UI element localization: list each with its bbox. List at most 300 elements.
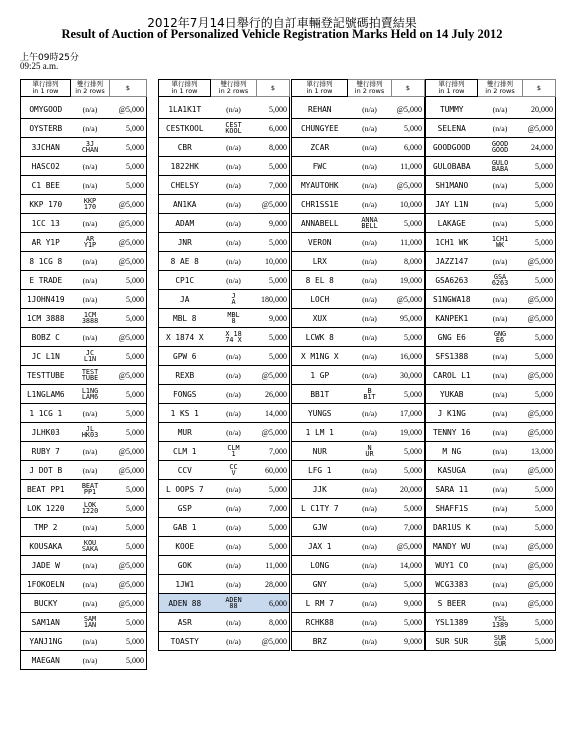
plate-single-row: LONG [292,556,348,575]
plate-double-row: MBL 8 [211,309,257,328]
plate-double-row: (n/a) [478,385,523,404]
table-row [426,556,556,575]
price: @5,000 [523,461,556,480]
table-row [21,499,147,518]
table-row [159,442,290,461]
column-header-double-row: 雙行排列 in 2 rows [348,80,392,97]
table-row [21,214,147,233]
plate-single-row: 1CH1 WK [426,233,478,252]
price: @5,000 [110,100,147,119]
plate-double-row: JL HK03 [71,423,110,442]
plate-single-row: BB1T [292,385,348,404]
table-row [21,347,147,366]
plate-single-row: BEAT PP1 [21,480,71,499]
table-row [21,442,147,461]
plate-double-row: (n/a) [71,518,110,537]
plate-single-row: 1JW1 [159,575,211,594]
table-row [159,157,290,176]
table-row [159,233,290,252]
table-row [159,385,290,404]
price: 6,000 [392,138,425,157]
plate-single-row: 1FOKOELN [21,575,71,594]
plate-single-row: 1822HK [159,157,211,176]
price: @5,000 [110,366,147,385]
page-title-english: Result of Auction of Personalized Vehicle Registration Marks Held on 14 July 2012 [61,27,503,41]
plate-single-row: L OOPS 7 [159,480,211,499]
table-row [292,252,425,271]
table-row [292,328,425,347]
plate-single-row: GSA6263 [426,271,478,290]
price: @5,000 [110,556,147,575]
table-row [21,233,147,252]
plate-single-row: YANJ1NG [21,632,71,651]
plate-single-row: JAX 1 [292,537,348,556]
price: 5,000 [392,613,425,632]
plate-double-row: (n/a) [71,214,110,233]
plate-double-row: (n/a) [348,537,392,556]
table-row [292,290,425,309]
plate-single-row: KASUGA [426,461,478,480]
plate-single-row: GOK [159,556,211,575]
price: 5,000 [523,499,556,518]
price: 26,000 [257,385,290,404]
plate-double-row: (n/a) [211,423,257,442]
price: @5,000 [523,290,556,309]
plate-single-row: 1 KS 1 [159,404,211,423]
table-row [159,499,290,518]
table-row [159,347,290,366]
plate-double-row: (n/a) [348,271,392,290]
price: 17,000 [392,404,425,423]
table-row [426,442,556,461]
plate-single-row: CESTKOOL [159,119,211,138]
plate-double-row: 3J CHAN [71,138,110,157]
plate-single-row: RUBY 7 [21,442,71,461]
plate-single-row: X M1NG X [292,347,348,366]
table-row [426,328,556,347]
price: 5,000 [110,385,147,404]
table-row [21,385,147,404]
plate-double-row: ADEN 88 [211,594,257,613]
table-row [292,157,425,176]
plate-double-row: J A [211,290,257,309]
plate-double-row: (n/a) [211,347,257,366]
table-row [159,328,290,347]
table-row [21,271,147,290]
price: 7,000 [392,518,425,537]
table-row [292,556,425,575]
price: @5,000 [523,556,556,575]
plate-double-row: (n/a) [348,366,392,385]
table-row [159,594,290,613]
price: @5,000 [110,214,147,233]
plate-single-row: JADE W [21,556,71,575]
plate-single-row: YUNGS [292,404,348,423]
table-row [292,499,425,518]
plate-double-row: (n/a) [211,366,257,385]
plate-single-row: MYAUTOHK [292,176,348,195]
plate-single-row: HASCO2 [21,157,71,176]
table-row [426,214,556,233]
price: 5,000 [110,138,147,157]
plate-single-row: BRZ [292,632,348,651]
table-row [426,575,556,594]
price: 5,000 [523,347,556,366]
plate-single-row: S1NGWA18 [426,290,478,309]
price: 5,000 [110,271,147,290]
table-row [21,404,147,423]
plate-single-row: AR Y1P [21,233,71,252]
plate-single-row: VERON [292,233,348,252]
table-row [292,119,425,138]
plate-single-row: SHAFF1S [426,499,478,518]
table-row [292,195,425,214]
column-header-double-row: 雙行排列 in 2 rows [71,80,110,97]
plate-double-row: (n/a) [348,347,392,366]
plate-double-row: (n/a) [478,347,523,366]
plate-single-row: TUMMY [426,100,478,119]
price: @5,000 [523,119,556,138]
plate-double-row: (n/a) [211,385,257,404]
table-row [21,290,147,309]
plate-single-row: ADEN 88 [159,594,211,613]
table-row [426,385,556,404]
table-row [159,366,290,385]
plate-double-row: (n/a) [348,119,392,138]
plate-double-row: CC V [211,461,257,480]
price: @5,000 [523,537,556,556]
plate-double-row: (n/a) [348,252,392,271]
table-row [21,575,147,594]
plate-double-row: (n/a) [71,404,110,423]
table-row [159,290,290,309]
table-row [159,138,290,157]
price: 19,000 [392,423,425,442]
plate-single-row: L C1TY 7 [292,499,348,518]
plate-double-row: X 18 74 X [211,328,257,347]
table-row [426,290,556,309]
plate-double-row: (n/a) [71,556,110,575]
table-row [159,613,290,632]
plate-single-row: ASR [159,613,211,632]
table-row [292,575,425,594]
price: 5,000 [257,157,290,176]
table-row [426,195,556,214]
table-row [21,309,147,328]
table-row [159,195,290,214]
plate-single-row: NUR [292,442,348,461]
price: 5,000 [523,613,556,632]
table-row [426,594,556,613]
plate-double-row: GNG E6 [478,328,523,347]
plate-double-row: (n/a) [348,195,392,214]
results-table-1 [20,79,147,670]
price: 5,000 [392,575,425,594]
plate-single-row: MBL 8 [159,309,211,328]
plate-single-row: SAM1AN [21,613,71,632]
price: @5,000 [392,537,425,556]
plate-double-row: (n/a) [478,252,523,271]
plate-single-row: FONGS [159,385,211,404]
table-row [21,252,147,271]
table-row [159,537,290,556]
table-row [292,214,425,233]
price: 7,000 [257,499,290,518]
table-row [159,271,290,290]
plate-double-row: (n/a) [478,461,523,480]
plate-single-row: MANDY WU [426,537,478,556]
price: 5,000 [523,157,556,176]
plate-single-row: 8 EL 8 [292,271,348,290]
plate-single-row: LFG 1 [292,461,348,480]
price: 60,000 [257,461,290,480]
column-header-single-row: 單行排列 in 1 row [21,80,71,97]
table-row [21,328,147,347]
plate-single-row: 1CC 13 [21,214,71,233]
price: 5,000 [523,385,556,404]
plate-double-row: CEST KOOL [211,119,257,138]
price: 20,000 [523,100,556,119]
table-row [426,423,556,442]
table-row [292,461,425,480]
price: 5,000 [257,518,290,537]
plate-double-row: (n/a) [478,537,523,556]
column-header-single-row: 單行排列 in 1 row [292,80,348,97]
plate-single-row: LOK 1220 [21,499,71,518]
price: 5,000 [257,328,290,347]
plate-double-row: L1NG LAM6 [71,385,110,404]
column-header-double-row: 雙行排列 in 2 rows [211,80,257,97]
plate-double-row: (n/a) [71,119,110,138]
price: 9,000 [257,214,290,233]
plate-double-row: (n/a) [348,100,392,119]
table-row [426,119,556,138]
price: 5,000 [257,537,290,556]
table-row [21,632,147,651]
plate-double-row: (n/a) [71,252,110,271]
table-row [292,404,425,423]
price: @5,000 [523,594,556,613]
plate-single-row: REHAN [292,100,348,119]
plate-double-row: (n/a) [478,366,523,385]
plate-double-row: (n/a) [348,404,392,423]
plate-single-row: OMYGOOD [21,100,71,119]
plate-double-row: (n/a) [348,632,392,651]
price: 5,000 [392,461,425,480]
plate-double-row: (n/a) [478,195,523,214]
price: @5,000 [257,366,290,385]
plate-double-row: B B1T [348,385,392,404]
plate-double-row: (n/a) [211,613,257,632]
plate-double-row: KOU SAKA [71,537,110,556]
plate-single-row: J K1NG [426,404,478,423]
plate-single-row: CHELSY [159,176,211,195]
table-row [292,613,425,632]
price: 5,000 [523,195,556,214]
plate-single-row: GULOBABA [426,157,478,176]
price: @5,000 [523,309,556,328]
price: 24,000 [523,138,556,157]
plate-double-row: TEST TUBE [71,366,110,385]
table-row [292,176,425,195]
plate-single-row: WUY1 CO [426,556,478,575]
table-row [159,461,290,480]
plate-double-row: (n/a) [478,290,523,309]
price: 19,000 [392,271,425,290]
plate-double-row: (n/a) [71,328,110,347]
plate-single-row: CCV [159,461,211,480]
plate-single-row: 1JOHN419 [21,290,71,309]
price: 11,000 [392,157,425,176]
plate-double-row: (n/a) [478,499,523,518]
table-row [159,423,290,442]
price: 5,000 [110,119,147,138]
plate-double-row: 1CH1 WK [478,233,523,252]
plate-single-row: 1 GP [292,366,348,385]
plate-double-row: (n/a) [348,461,392,480]
plate-double-row: (n/a) [211,252,257,271]
table-row [426,233,556,252]
plate-single-row: 1 LM 1 [292,423,348,442]
price: 180,000 [257,290,290,309]
plate-single-row: GNG E6 [426,328,478,347]
plate-double-row: SUR SUR [478,632,523,651]
plate-single-row: TMP 2 [21,518,71,537]
plate-single-row: FWC [292,157,348,176]
plate-single-row: CAROL L1 [426,366,478,385]
table-row [159,404,290,423]
plate-single-row: ADAM [159,214,211,233]
price: 11,000 [392,233,425,252]
plate-double-row: (n/a) [348,594,392,613]
plate-single-row: LAKAGE [426,214,478,233]
table-row [159,100,290,119]
price: 5,000 [523,271,556,290]
plate-single-row: KOOE [159,537,211,556]
plate-single-row: 1LA1K1T [159,100,211,119]
column-header-price: $ [257,80,290,97]
plate-double-row: (n/a) [348,138,392,157]
price: 9,000 [392,594,425,613]
price: 5,000 [110,499,147,518]
plate-single-row: E TRADE [21,271,71,290]
table-row [292,594,425,613]
table-row [21,176,147,195]
price: @5,000 [110,233,147,252]
plate-single-row: WCG3383 [426,575,478,594]
price: 9,000 [392,632,425,651]
table-row [159,632,290,651]
page-title-chinese: 2012年7月14日舉行的自訂車輛登記號碼拍賣結果 [147,16,417,30]
price: 5,000 [523,632,556,651]
plate-double-row: ANNA BELL [348,214,392,233]
price: 5,000 [392,442,425,461]
table-row [426,176,556,195]
plate-single-row: M NG [426,442,478,461]
plate-single-row: BUCKY [21,594,71,613]
plate-double-row: (n/a) [211,138,257,157]
plate-single-row: CBR [159,138,211,157]
table-row [159,252,290,271]
plate-double-row: (n/a) [71,176,110,195]
price: @5,000 [523,404,556,423]
plate-single-row: RCHK88 [292,613,348,632]
plate-double-row: (n/a) [478,214,523,233]
price: 20,000 [392,480,425,499]
column-header-price: $ [110,80,147,97]
plate-single-row: TESTTUBE [21,366,71,385]
table-row [426,157,556,176]
table-row [426,366,556,385]
plate-single-row: GAB 1 [159,518,211,537]
table-row [21,556,147,575]
price: @5,000 [257,195,290,214]
table-row [292,385,425,404]
plate-single-row: AN1KA [159,195,211,214]
price: @5,000 [523,252,556,271]
table-row [21,119,147,138]
plate-double-row: (n/a) [71,290,110,309]
price: 5,000 [257,233,290,252]
price: 5,000 [110,423,147,442]
price: 5,000 [392,385,425,404]
price: 5,000 [110,157,147,176]
table-row [292,366,425,385]
price: 13,000 [523,442,556,461]
plate-double-row: GOOD GOOD [478,138,523,157]
table-row [426,518,556,537]
price: 5,000 [110,404,147,423]
plate-single-row: JNR [159,233,211,252]
plate-double-row: YSL 1389 [478,613,523,632]
plate-single-row: L RM 7 [292,594,348,613]
plate-double-row: (n/a) [71,100,110,119]
plate-single-row: JAY L1N [426,195,478,214]
column-header-double-row: 雙行排列 in 2 rows [478,80,523,97]
table-row [159,214,290,233]
table-row [292,233,425,252]
plate-double-row: CLM 1 [211,442,257,461]
table-row [21,461,147,480]
plate-single-row: CHR1SS1E [292,195,348,214]
table-row [21,138,147,157]
table-row [426,138,556,157]
table-row [292,632,425,651]
plate-single-row: C1 BEE [21,176,71,195]
plate-single-row: YUKAB [426,385,478,404]
price: @5,000 [392,290,425,309]
price: 7,000 [257,176,290,195]
plate-single-row: CHUNGYEE [292,119,348,138]
plate-double-row: (n/a) [348,290,392,309]
results-table-3 [291,79,425,651]
plate-double-row: (n/a) [348,157,392,176]
plate-double-row: (n/a) [348,176,392,195]
price: @5,000 [110,195,147,214]
price: 5,000 [523,214,556,233]
plate-double-row: (n/a) [348,480,392,499]
plate-double-row: (n/a) [348,613,392,632]
table-row [159,309,290,328]
plate-single-row: LRX [292,252,348,271]
price: 5,000 [110,518,147,537]
plate-single-row: 1 1CG 1 [21,404,71,423]
plate-double-row: (n/a) [348,328,392,347]
table-row [21,480,147,499]
plate-single-row: L1NGLAM6 [21,385,71,404]
plate-double-row: (n/a) [478,119,523,138]
table-row [159,176,290,195]
